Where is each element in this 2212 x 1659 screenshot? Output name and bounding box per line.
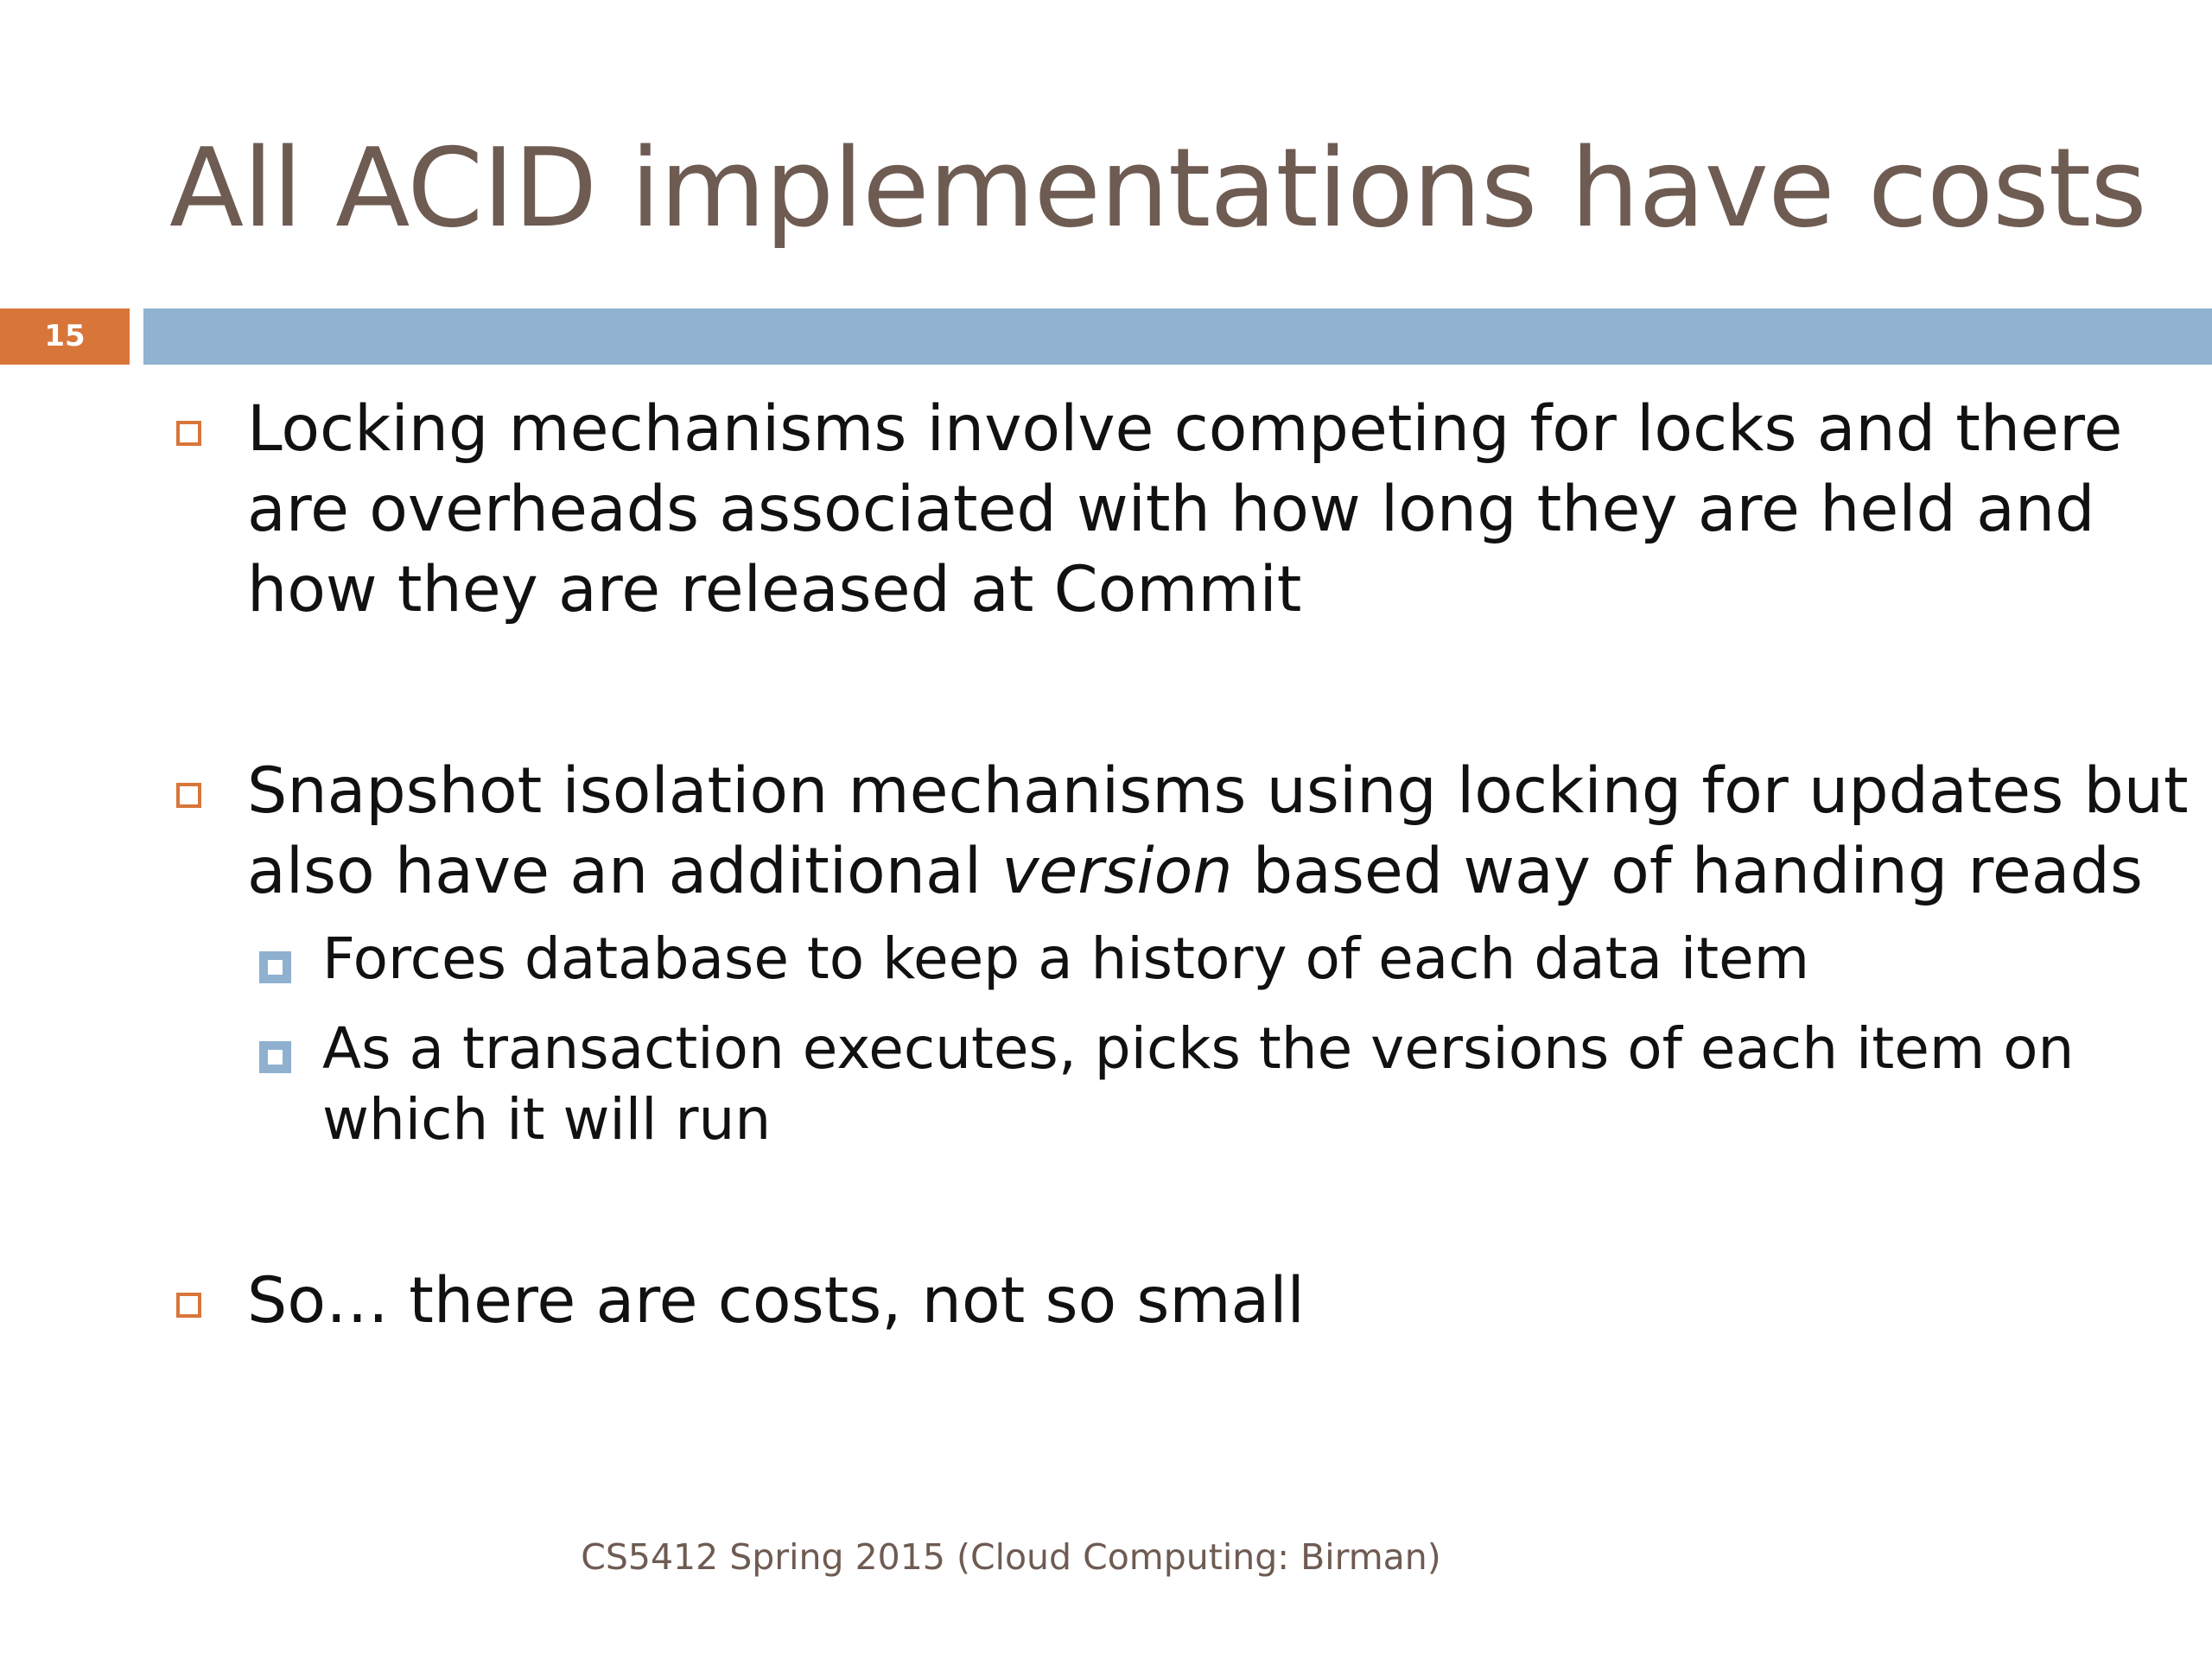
hollow-square-icon <box>176 783 201 808</box>
framed-square-icon <box>259 1041 291 1073</box>
subbullet-item-versions <box>247 1014 2191 1155</box>
hollow-square-icon <box>176 1293 201 1318</box>
framed-square-icon <box>259 951 291 983</box>
bullet-text-italic: version <box>1001 835 1233 908</box>
slide-footer: CS5412 Spring 2015 (Cloud Computing: Birman) <box>581 1536 1441 1578</box>
bullet-text: Locking mechanisms involve competing for locks and there are overheads associated with how long they are held and how they are released at Commit <box>247 392 2123 626</box>
bullet-text-part: based way of handing reads <box>1232 835 2143 908</box>
title-divider-bar <box>143 308 2212 365</box>
bullet-text: So… there are costs, not so small <box>247 1264 1305 1338</box>
subbullet-text: Forces database to keep a history of each data item <box>322 925 1809 992</box>
subbullet-text: As a transaction executes, picks the versions of each item on which it will run <box>322 1015 2075 1153</box>
bullet-text-part: Snapshot isolation mechanisms using locking for updates but also have an additional <box>247 754 2189 908</box>
bullet-text <box>247 754 2189 908</box>
slide-title: All ACID implementations have costs <box>169 124 2146 251</box>
bullet-item-snapshot <box>169 751 2191 912</box>
slide-number-badge: 15 <box>0 308 130 365</box>
bullet-item-locking <box>169 389 2191 630</box>
bullet-item-costs <box>169 1261 2191 1341</box>
bullet-list <box>169 389 2191 1341</box>
subbullet-item-history <box>247 924 2191 995</box>
hollow-square-icon <box>176 421 201 446</box>
